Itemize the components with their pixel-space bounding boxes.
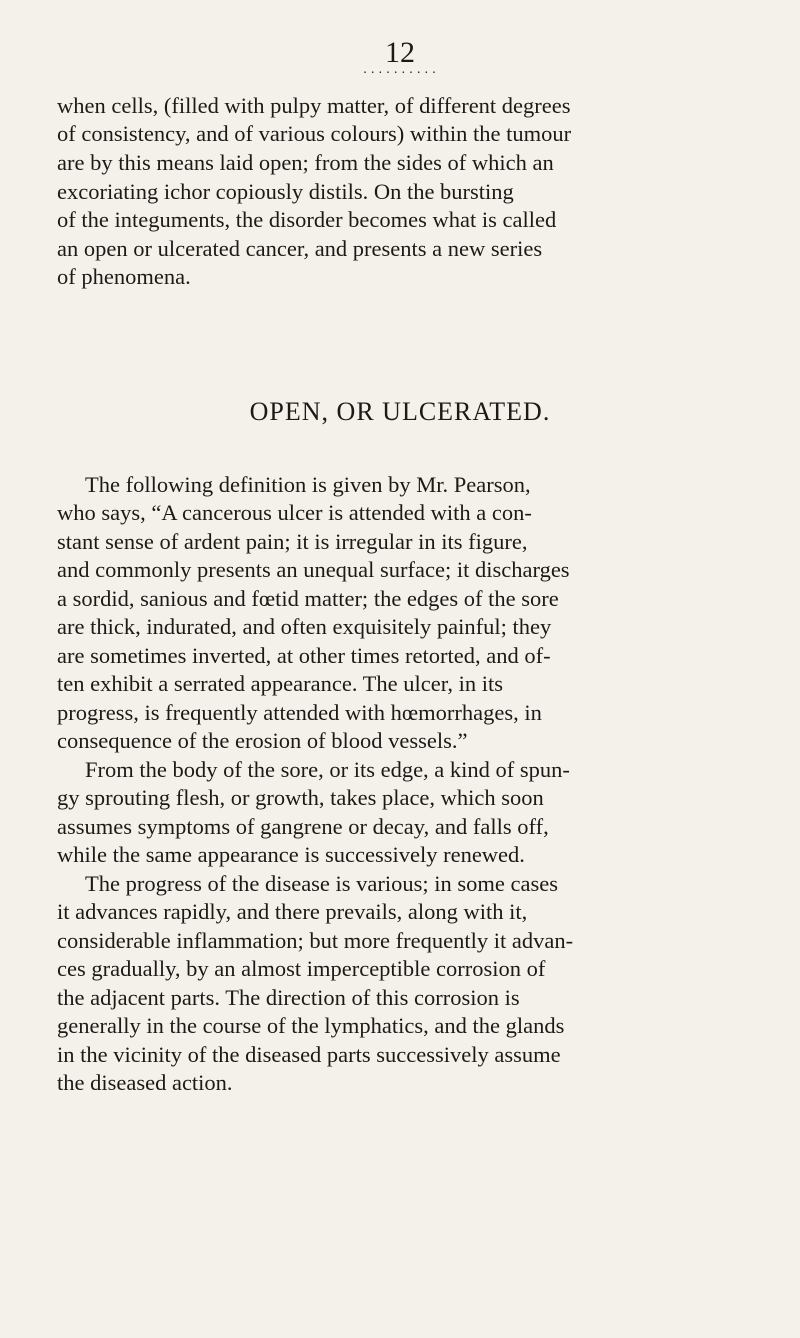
text-line: generally in the course of the lymphatics, and the glands [57,1013,565,1038]
text-line: The following definition is given by Mr. Pearson, [85,472,531,497]
text-line: gy sprouting flesh, or growth, takes place, which soon [57,785,544,810]
text-line: are sometimes inverted, at other times retorted, and of- [57,643,551,668]
text-line: while the same appearance is successively renewed. [57,842,525,867]
text-line: and commonly presents an unequal surface; it discharges [57,557,570,582]
text-line: of consistency, and of various colours) within the tumour [57,121,572,146]
text-line: it advances rapidly, and there prevails, along with it, [57,899,528,924]
text-line: consequence of the erosion of blood vessels.” [57,728,468,753]
text-line: who says, “A cancerous ulcer is attended with a con- [57,500,532,525]
text-line: progress, is frequently attended with hœmorrhages, in [57,700,542,725]
text-line: of phenomena. [57,264,191,289]
text-line: The progress of the disease is various; in some cases [85,871,559,896]
page-number: 12 [385,36,415,69]
text-line: stant sense of ardent pain; it is irregular in its figure, [57,529,528,554]
text-line: the diseased action. [57,1070,233,1095]
text-line: ten exhibit a serrated appearance. The ulcer, in its [57,671,503,696]
section-heading: OPEN, OR ULCERATED. [249,397,551,426]
text-line: a sordid, sanious and fœtid matter; the edges of the sore [57,586,559,611]
text-line: the adjacent parts. The direction of this corrosion is [57,985,520,1010]
text-line: are by this means laid open; from the sides of which an [57,150,554,175]
text-line: an open or ulcerated cancer, and presents a new series [57,236,543,261]
text-line: of the integuments, the disorder becomes what is called [57,207,557,232]
text-line: considerable inflammation; but more frequently it advan- [57,928,574,953]
text-line: assumes symptoms of gangrene or decay, and falls off, [57,814,549,839]
text-line: in the vicinity of the diseased parts successively assume [57,1042,561,1067]
text-line: are thick, indurated, and often exquisitely painful; they [57,614,552,639]
text-line: excoriating ichor copiously distils. On the bursting [57,179,514,204]
text-line: ces gradually, by an almost imperceptible corrosion of [57,956,546,981]
text-line: when cells, (filled with pulpy matter, of different degrees [57,93,571,118]
page-number-rule: ·········· [362,66,440,81]
text-line: From the body of the sore, or its edge, a kind of spun- [85,757,570,782]
